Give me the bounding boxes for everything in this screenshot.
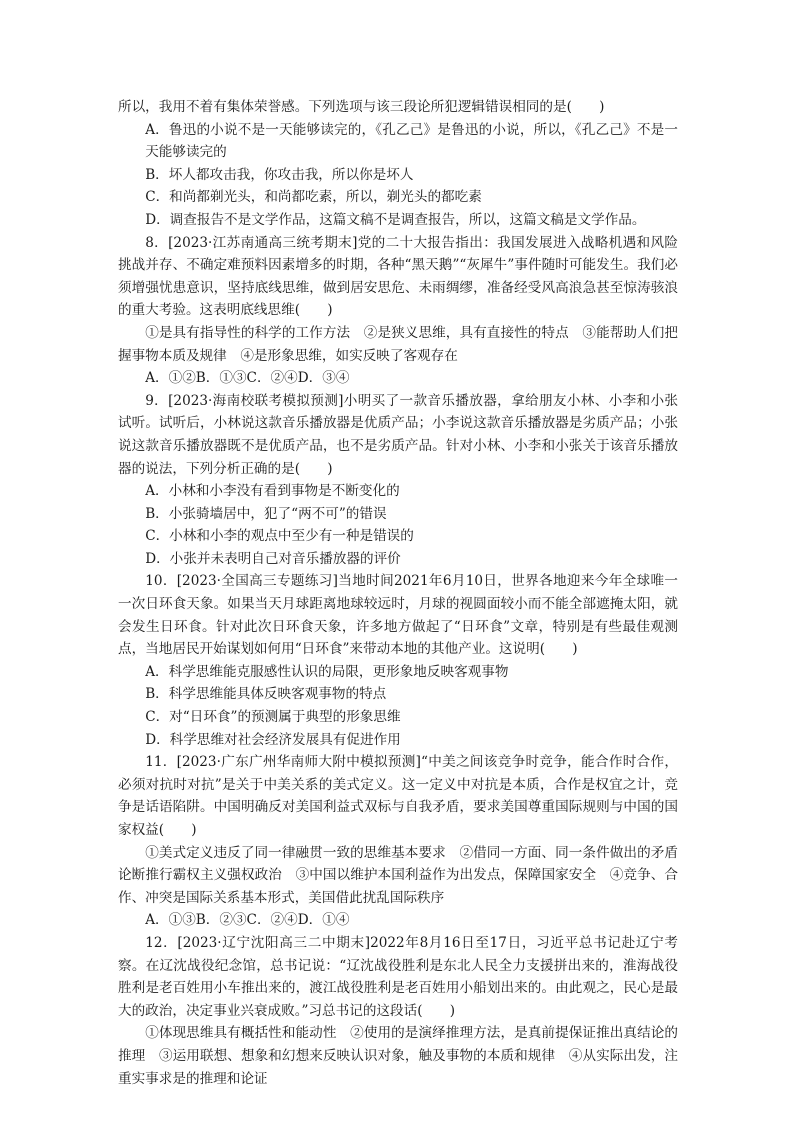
option-c: C．和尚都剃光头，和尚都吃素，所以，剃光头的都吃素: [145, 189, 482, 206]
question-12: 12．[2023·辽宁沈阳高三二中期末]2022年8月16日至17日，习近平总书记赴辽宁考察。在辽沈战役纪念馆，总书记说：“辽沈战役胜利是东北人民全力支援拼出来的，淮海战役胜利是老百姓用小车推出来的，渡江战役胜利是老百姓用小船划出来的。由此观之，民心是最大的政治，决定事业兴衰成败。”习总书记的这段话( ): [118, 934, 678, 1019]
question-11-statements: ①美式定义违反了同一律融贯一致的思维基本要求 ②借同一方面、同一条件做出的矛盾论断推行霸权主义强权政治 ③中国以维护本国利益作为出发点，保障国家安全 ④竞争、合作、冲突是国际关系基本形式，美国借此扰乱国际秩序: [118, 844, 678, 906]
option-b: B．科学思维能具体反映客观事物的特点: [145, 686, 387, 703]
document-page: [118, 96, 678, 1090]
option-a: A．小林和小李没有看到事物是不断变化的: [145, 483, 400, 500]
paragraph: 所以，我用不着有集体荣誉感。下列选项与该三段论所犯逻辑错误相同的是( ): [118, 99, 605, 115]
question-8: 8．[2023·江苏南通高三统考期末]党的二十大报告指出：我国发展进入战略机遇和风险挑战并存、不确定难预料因素增多的时期，各种“黑天鹅”“灰犀牛”事件随时可能发生。我们必须增强忧患意识，坚持底线思维，做到居安思危、未雨绸缪，准备经受风高浪急甚至惊涛骇浪的重大考验。这表明底线思维( ): [118, 234, 678, 319]
option-d: D．小张并未表明自己对音乐播放器的评价: [145, 550, 401, 567]
question-11-options: A．①③B．②③C．②④D．①④: [145, 912, 350, 929]
question-9: 9．[2023·海南校联考模拟预测]小明买了一款音乐播放器，拿给朋友小林、小李和小张试听。试听后，小林说这款音乐播放器是优质产品；小李说这款音乐播放器是劣质产品；小张说这款音乐播放器既不是优质产品，也不是劣质产品。针对小林、小李和小张关于该音乐播放器的说法，下列分析正确的是( ): [118, 392, 678, 477]
option-d: D．调查报告不是文学作品，这篇文稿不是调查报告，所以，这篇文稿是文学作品。: [145, 211, 646, 228]
question-8-options: A．①②B．①③C．②④D．③④: [145, 370, 350, 387]
question-12-statements: ①体现思维具有概括性和能动性 ②使用的是演绎推理方法，是真前提保证推出真结论的推理 ③运用联想、想象和幻想来反映认识对象，触及事物的本质和规律 ④从实际出发，注重实事求是的推理和论证: [118, 1025, 678, 1087]
option-a: A．鲁迅的小说不是一天能够读完的，《孔乙己》是鲁迅的小说，所以，《孔乙己》不是一天能够读完的: [145, 121, 678, 161]
option-b: B．小张骑墙居中，犯了“两不可”的错误: [145, 505, 387, 522]
question-10: 10．[2023·全国高三专题练习]当地时间2021年6月10日，世界各地迎来今年全球唯一一次日环食天象。如果当天月球距离地球较远时，月球的视圆面较小而不能全部遮掩太阳，就会发生日环食。针对此次日环食天象，许多地方做起了“日环食”文章，特别是有些最佳观测点，当地居民开始谋划如何用“日环食”来带动本地的其他产业。这说明( ): [118, 573, 678, 658]
question-8-statements: ①是具有指导性的科学的工作方法 ②是狭义思维，具有直接性的特点 ③能帮助人们把握事物本质及规律 ④是形象思维，如实反映了客观存在: [118, 324, 678, 364]
option-a: A．科学思维能克服感性认识的局限，更形象地反映客观事物: [145, 663, 509, 680]
option-c: C．对“日环食”的预测属于典型的形象思维: [145, 709, 401, 726]
option-b: B．坏人都攻击我，你攻击我，所以你是坏人: [145, 166, 414, 183]
option-c: C．小林和小李的观点中至少有一种是错误的: [145, 528, 414, 545]
question-11: 11．[2023·广东广州华南师大附中模拟预测]“中美之间该竞争时竞争，能合作时合作，必须对抗时对抗”是关于中美关系的美式定义。这一定义中对抗是本质，合作是权宜之计，竞争是话语陷阱。中国明确反对美国利益式双标与自我矛盾，要求美国尊重国际规则与中国的国家权益( ): [118, 754, 678, 838]
option-d: D．科学思维对社会经济发展具有促进作用: [145, 731, 401, 748]
